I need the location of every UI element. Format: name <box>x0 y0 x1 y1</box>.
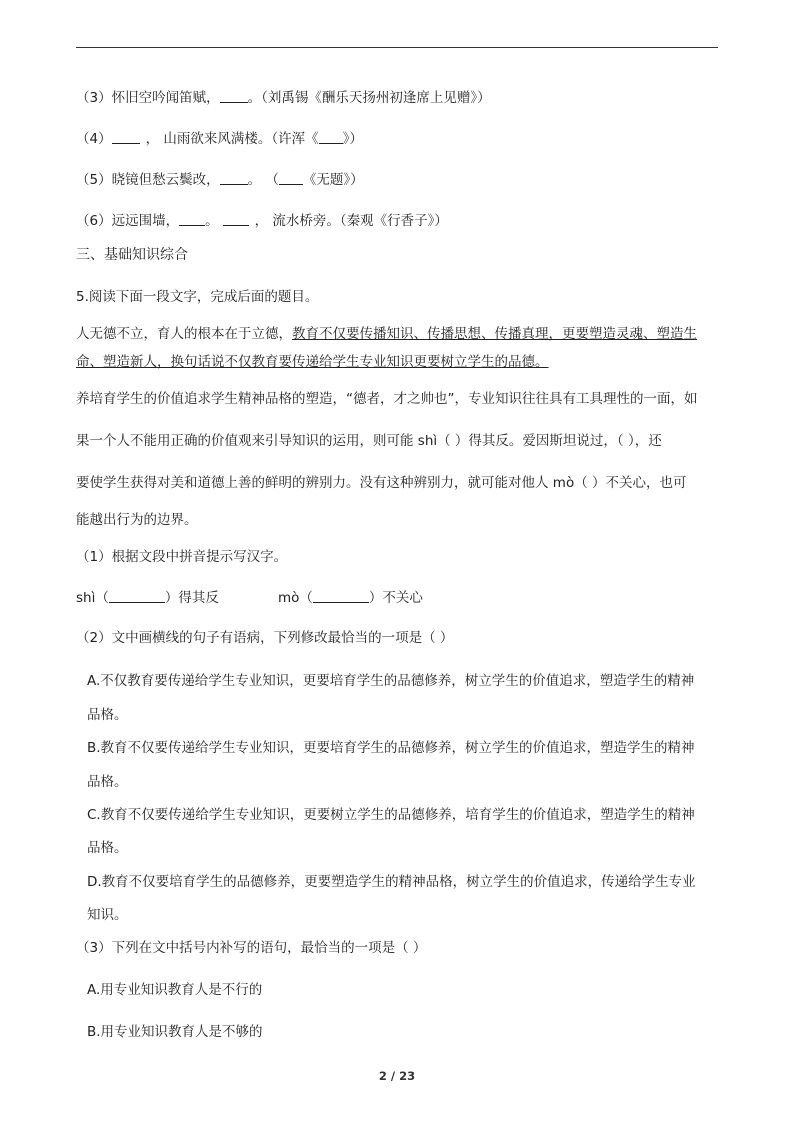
q5-suffix: 《无题》） <box>302 172 364 188</box>
question-6 <box>76 212 448 230</box>
pinyin-mo-suffix: ）不关心 <box>368 590 423 606</box>
option-3a[interactable]: A.用专业知识教育人是不行的 <box>87 982 263 998</box>
q4-prefix: （4） <box>76 131 112 147</box>
pinyin-row <box>76 589 219 607</box>
option-a-cont: 品格。 <box>87 707 128 723</box>
option-3b[interactable]: B.用专业知识教育人是不够的 <box>87 1024 263 1040</box>
passage-line-1 <box>76 325 697 343</box>
q6-prefix: （6）远远围墙， <box>76 213 180 229</box>
question-3 <box>76 89 491 107</box>
answer-blank[interactable] <box>319 130 343 144</box>
answer-blank[interactable] <box>279 171 303 185</box>
option-d[interactable]: D.教育不仅要培育学生的品德修养，更要塑造学生的精神品格，树立学生的价值追求，传递给学生专业 <box>87 874 696 890</box>
pinyin-shi: shì（ <box>76 590 109 606</box>
passage-line-5: 能越出行为的边界。 <box>76 512 198 528</box>
section-title: 三、基础知识综合 <box>76 247 188 263</box>
option-a[interactable]: A.不仅教育要传递给学生专业知识，更要培育学生的品德修养，树立学生的价值追求，塑造学生的精神 <box>87 673 695 689</box>
q6-suffix: ， 流水桥旁。（秦观《行香子》） <box>254 213 448 229</box>
answer-blank[interactable] <box>313 589 369 603</box>
answer-blank[interactable] <box>220 89 248 103</box>
q6-mid: 。 <box>205 213 219 229</box>
q4-suffix: 》） <box>342 131 363 147</box>
passage-line-2: 养培育学生的价值追求学生精神品格的塑造，“德者，才之帅也”，专业知识往往具有工具理性的一面，如 <box>76 391 698 407</box>
q3-suffix: 。（刘禹锡《酬乐天扬州初逢席上见赠》） <box>247 90 491 106</box>
option-b[interactable]: B.教育不仅要传递给学生专业知识，更要培育学生的品德修养，树立学生的价值追求，塑造学生的精神 <box>87 740 695 756</box>
page-number: 2 / 23 <box>378 1069 416 1083</box>
passage-text: 人无德不立，育人的根本在于立德， <box>76 326 292 342</box>
q5-mid: 。 （ <box>247 172 279 188</box>
sub-question-1: （1）根据文段中拼音提示写汉字。 <box>76 549 288 565</box>
option-c[interactable]: C.教育不仅要传递给学生专业知识，更要树立学生的品德修养，培育学生的价值追求，塑造学生的精神 <box>87 807 695 823</box>
passage-line-4: 要使学生获得对美和道德上善的鲜明的辨别力。没有这种辨别力，就可能对他人 mò（ ）不关心，也可 <box>76 475 687 491</box>
answer-blank[interactable] <box>179 212 205 226</box>
q3-prefix: （3）怀旧空吟闻笛赋， <box>76 90 220 106</box>
header-rule <box>76 47 718 48</box>
option-c-cont: 品格。 <box>87 840 128 856</box>
option-d-cont: 知识。 <box>87 907 128 923</box>
question-5-title: 5.阅读下面一段文字，完成后面的题目。 <box>76 289 319 305</box>
sub-question-2: （2）文中画横线的句子有语病，下列修改最恰当的一项是（ ） <box>76 630 454 646</box>
sub-question-3: （3）下列在文中括号内补写的语句，最恰当的一项是（ ） <box>76 940 427 956</box>
pinyin-shi-suffix: ）得其反 <box>164 590 219 606</box>
passage-line-3: 果一个人不能用正确的价值观来引导知识的运用，则可能 shì（ ）得其反。爱因斯坦说过，（ ），还 <box>76 433 662 449</box>
pinyin-mo: mò（ <box>278 590 313 606</box>
q5-prefix: （5）晓镜但愁云鬓改， <box>76 172 220 188</box>
pinyin-row-2 <box>278 589 423 607</box>
answer-blank[interactable] <box>223 212 249 226</box>
option-b-cont: 品格。 <box>87 774 128 790</box>
underlined-sentence-cont: 命、塑造新人，换句话说不仅教育要传递给学生专业知识更要树立学生的品德。 <box>76 354 549 370</box>
answer-blank[interactable] <box>109 589 165 603</box>
q4-mid: ， 山雨欲来风满楼。（许浑《 <box>145 131 319 147</box>
question-5 <box>76 171 364 189</box>
underlined-sentence: 教育不仅要传播知识、传播思想、传播真理，更要塑造灵魂、塑造生 <box>292 326 697 342</box>
answer-blank[interactable] <box>112 130 140 144</box>
question-4 <box>76 130 363 148</box>
answer-blank[interactable] <box>220 171 248 185</box>
